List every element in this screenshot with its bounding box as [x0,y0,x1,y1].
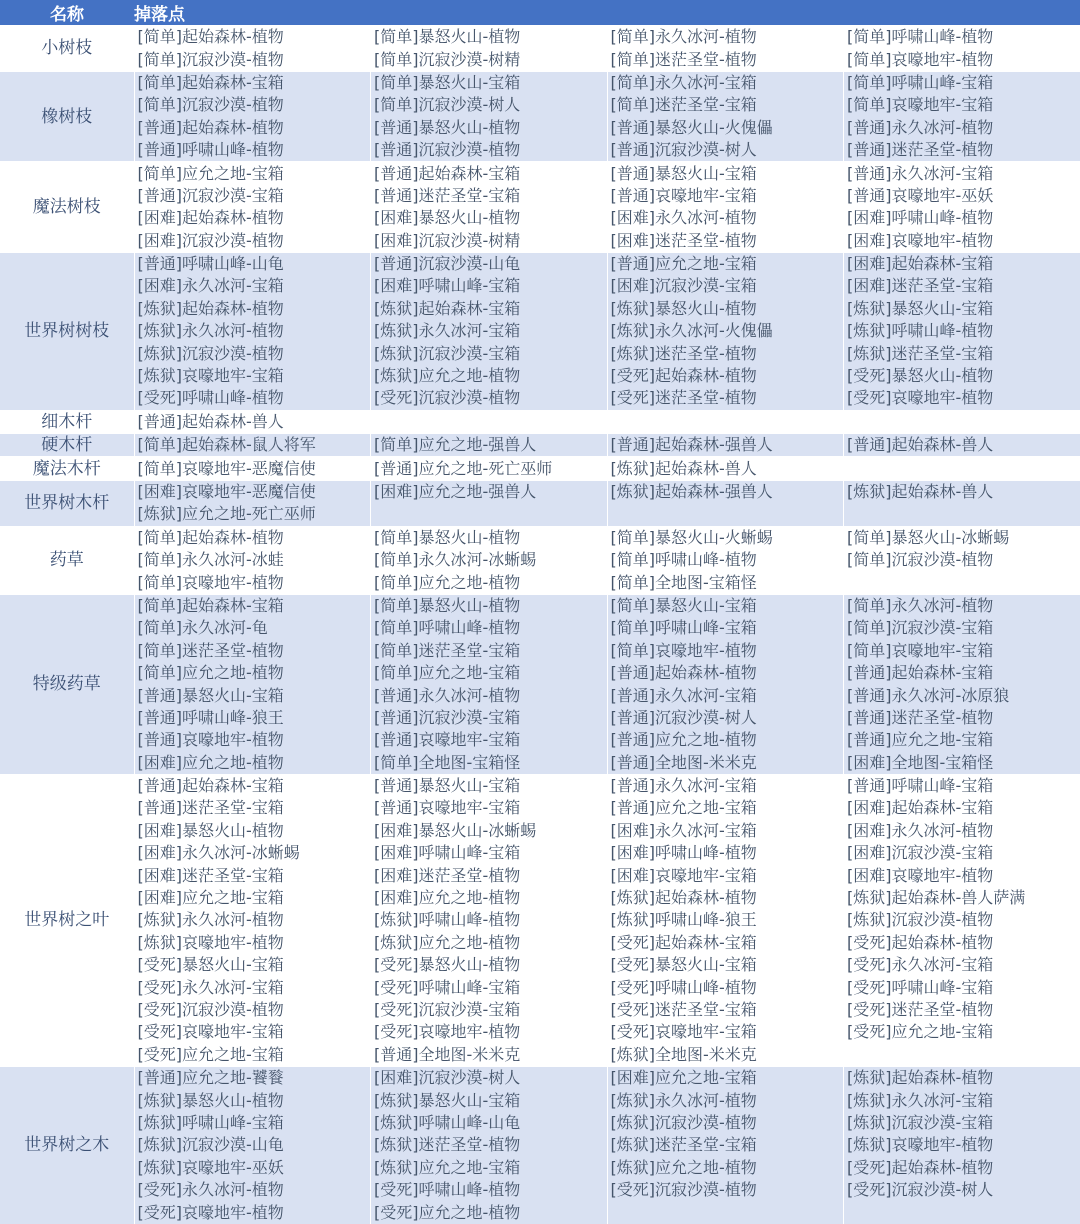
drop-cell: [困难]暴怒火山-植物 [134,820,371,842]
table-row [0,909,1080,931]
drop-cell: [简单]暴怒火山-植物 [371,526,608,549]
drop-cell: [炼狱]永久冰河-宝箱 [371,320,608,342]
table-row [0,207,1080,229]
drop-cell [844,1201,1080,1223]
item-name-cell: 世界树树枝 [0,252,134,410]
table-row [0,1066,1080,1089]
drop-cell: [普通]沉寂沙漠-树人 [607,139,844,162]
table-row [0,139,1080,162]
drop-cell: [受死]永久冰河-植物 [134,1179,371,1201]
drop-cell: [简单]哀嚎地牢-植物 [134,571,371,594]
drop-cell: [简单]呼啸山峰-宝箱 [844,71,1080,94]
drop-cell: [困难]呼啸山峰-宝箱 [371,275,608,297]
table-row [0,887,1080,909]
drop-cell: [普通]哀嚎地牢-宝箱 [371,729,608,751]
drop-cell [844,503,1080,526]
drop-cell: [受死]起始森林-植物 [844,932,1080,954]
table-row [0,1157,1080,1179]
drop-cell: [受死]沉寂沙漠-植物 [607,1179,844,1201]
drop-cell: [简单]暴怒火山-植物 [371,26,608,49]
item-name-cell: 魔法木杆 [0,457,134,480]
drop-cell: [普通]应允之地-植物 [607,729,844,751]
drop-cell: [受死]暴怒火山-宝箱 [607,954,844,976]
drop-cell: [受死]沉寂沙漠-宝箱 [371,999,608,1021]
drop-cell: [困难]应允之地-植物 [371,887,608,909]
drop-cell: [炼狱]永久冰河-火傀儡 [607,320,844,342]
drop-cell: [简单]应允之地-强兽人 [371,434,608,457]
drop-cell: [简单]暴怒火山-冰蜥蜴 [844,526,1080,549]
drop-cell: [简单]永久冰河-龟 [134,617,371,639]
table-row [0,594,1080,617]
table-row [0,342,1080,364]
drop-cell: [炼狱]沉寂沙漠-山龟 [134,1134,371,1156]
drop-cell: [困难]永久冰河-植物 [607,207,844,229]
header-row [0,0,1080,26]
drop-cell: [炼狱]哀嚎地牢-宝箱 [134,365,371,387]
drop-cell: [普通]呼啸山峰-宝箱 [844,774,1080,797]
drop-cell: [简单]永久冰河-冰蛙 [134,549,371,571]
drop-cell: [简单]全地图-宝箱怪 [371,752,608,775]
drop-cell: [简单]迷茫圣堂-植物 [134,640,371,662]
drop-cell: [炼狱]应允之地-死亡巫师 [134,503,371,526]
drop-cell: [炼狱]沉寂沙漠-植物 [607,1112,844,1134]
drop-cell: [简单]沉寂沙漠-树精 [371,48,608,71]
drop-cell: [受死]永久冰河-宝箱 [844,954,1080,976]
item-name-cell: 小树枝 [0,26,134,72]
table-row [0,752,1080,775]
drop-cell: [受死]呼啸山峰-宝箱 [844,976,1080,998]
table-row [0,434,1080,457]
table-row [0,252,1080,275]
drop-cell [844,457,1080,480]
table-row [0,864,1080,886]
drop-cell [607,503,844,526]
item-name-cell: 世界树之叶 [0,774,134,1066]
drop-cell: [困难]永久冰河-冰蜥蜴 [134,842,371,864]
drop-cell: [困难]应允之地-强兽人 [371,480,608,503]
drop-cell: [普通]暴怒火山-宝箱 [371,774,608,797]
drop-cell: [普通]全地图-米米克 [607,752,844,775]
item-name-cell: 魔法树枝 [0,162,134,253]
drop-cell: [炼狱]迷茫圣堂-植物 [371,1134,608,1156]
table-row [0,457,1080,480]
drop-cell: [受死]沉寂沙漠-植物 [134,999,371,1021]
table-row [0,387,1080,410]
drop-cell: [简单]沉寂沙漠-宝箱 [844,617,1080,639]
table-row [0,617,1080,639]
drop-cell: [困难]永久冰河-宝箱 [607,820,844,842]
drop-cell: [困难]沉寂沙漠-植物 [134,230,371,253]
table-row [0,820,1080,842]
drop-cell: [炼狱]哀嚎地牢-植物 [134,932,371,954]
drop-cell: [炼狱]哀嚎地牢-巫妖 [134,1157,371,1179]
table-row [0,976,1080,998]
drop-cell: [简单]暴怒火山-火蜥蜴 [607,526,844,549]
drop-cell: [简单]迷茫圣堂-宝箱 [607,94,844,116]
drop-cell: [简单]应允之地-宝箱 [134,162,371,185]
drop-cell: [简单]永久冰河-宝箱 [607,71,844,94]
item-name-cell: 世界树木杆 [0,480,134,526]
drop-cell: [炼狱]呼啸山峰-山龟 [371,1112,608,1134]
table-row [0,1112,1080,1134]
drop-cell: [困难]全地图-宝箱怪 [844,752,1080,775]
drop-cell: [简单]起始森林-宝箱 [134,71,371,94]
item-name-cell: 硬木杆 [0,434,134,457]
drop-cell [844,1044,1080,1067]
drop-cell: [炼狱]沉寂沙漠-植物 [844,909,1080,931]
drop-cell [844,571,1080,594]
drop-cell: [简单]哀嚎地牢-宝箱 [844,94,1080,116]
drop-cell: [困难]迷茫圣堂-植物 [371,864,608,886]
drop-cell: [困难]呼啸山峰-植物 [844,207,1080,229]
drop-cell: [简单]应允之地-宝箱 [371,662,608,684]
drop-cell: [简单]起始森林-鼠人将军 [134,434,371,457]
table-row [0,1179,1080,1201]
drop-cell: [受死]呼啸山峰-植物 [607,976,844,998]
drop-cell: [普通]哀嚎地牢-宝箱 [371,797,608,819]
table-row [0,571,1080,594]
drop-cell: [普通]起始森林-宝箱 [134,774,371,797]
drop-cell: [炼狱]呼啸山峰-植物 [371,909,608,931]
table-row [0,954,1080,976]
table-row [0,480,1080,503]
drop-cell: [普通]暴怒火山-宝箱 [607,162,844,185]
drop-cell: [困难]迷茫圣堂-宝箱 [134,864,371,886]
drop-cell: [炼狱]永久冰河-宝箱 [844,1089,1080,1111]
drop-cell: [困难]哀嚎地牢-宝箱 [607,864,844,886]
drop-cell: [简单]起始森林-植物 [134,526,371,549]
drop-cell: [普通]应允之地-死亡巫师 [371,457,608,480]
drop-cell: [困难]呼啸山峰-植物 [607,842,844,864]
drop-cell: [受死]暴怒火山-宝箱 [134,954,371,976]
drop-cell: [炼狱]起始森林-植物 [844,1066,1080,1089]
drop-cell: [普通]沉寂沙漠-宝箱 [134,185,371,207]
table-row [0,275,1080,297]
drop-cell: [简单]沉寂沙漠-植物 [134,48,371,71]
drop-cell: [炼狱]应允之地-宝箱 [371,1157,608,1179]
table-row [0,1089,1080,1111]
drop-cell: [炼狱]永久冰河-植物 [607,1089,844,1111]
drop-cell: [受死]迷茫圣堂-宝箱 [607,999,844,1021]
drop-cell: [简单]暴怒火山-宝箱 [607,594,844,617]
table-row [0,549,1080,571]
table-body [0,26,1080,1224]
table-row [0,503,1080,526]
table-row [0,1021,1080,1043]
drop-cell: [困难]永久冰河-宝箱 [134,275,371,297]
drop-cell: [普通]永久冰河-宝箱 [844,162,1080,185]
table-row [0,526,1080,549]
drop-cell: [普通]全地图-米米克 [371,1044,608,1067]
drop-cell: [受死]永久冰河-宝箱 [134,976,371,998]
drop-cell: [简单]应允之地-植物 [134,662,371,684]
drop-cell: [困难]起始森林-宝箱 [844,252,1080,275]
drop-cell: [受死]迷茫圣堂-植物 [607,387,844,410]
drop-cell: [普通]哀嚎地牢-巫妖 [844,185,1080,207]
drop-cell: [困难]哀嚎地牢-恶魔信使 [134,480,371,503]
drop-cell: [普通]应允之地-宝箱 [607,252,844,275]
drop-cell: [困难]应允之地-宝箱 [607,1066,844,1089]
drop-cell: [受死]暴怒火山-植物 [371,954,608,976]
table-row [0,729,1080,751]
drop-cell: [普通]沉寂沙漠-宝箱 [371,707,608,729]
item-name-cell: 世界树之木 [0,1066,134,1223]
table-row [0,1134,1080,1156]
drop-cell: [困难]应允之地-宝箱 [134,887,371,909]
drop-cell: [受死]起始森林-宝箱 [607,932,844,954]
drop-cell: [炼狱]全地图-米米克 [607,1044,844,1067]
table-row [0,26,1080,49]
drop-cell: [困难]暴怒火山-植物 [371,207,608,229]
drop-cell: [炼狱]永久冰河-植物 [134,909,371,931]
drop-cell: [炼狱]起始森林-植物 [134,298,371,320]
drop-cell: [普通]迷茫圣堂-宝箱 [134,797,371,819]
drop-cell: [简单]哀嚎地牢-宝箱 [844,640,1080,662]
drop-cell: [炼狱]呼啸山峰-宝箱 [134,1112,371,1134]
drop-cell: [受死]呼啸山峰-宝箱 [371,976,608,998]
drop-cell: [简单]哀嚎地牢-植物 [844,48,1080,71]
table-row [0,797,1080,819]
drop-cell: [受死]呼啸山峰-植物 [371,1179,608,1201]
drop-cell: [普通]暴怒火山-火傀儡 [607,117,844,139]
drop-cell: [困难]哀嚎地牢-植物 [844,230,1080,253]
drop-cell: [受死]沉寂沙漠-植物 [371,387,608,410]
table-row [0,365,1080,387]
drop-cell: [炼狱]迷茫圣堂-植物 [607,342,844,364]
drop-cell: [简单]迷茫圣堂-宝箱 [371,640,608,662]
drop-cell: [简单]永久冰河-冰蜥蜴 [371,549,608,571]
drop-cell: [简单]沉寂沙漠-植物 [844,549,1080,571]
drop-cell: [普通]起始森林-植物 [607,662,844,684]
drop-cell: [简单]起始森林-植物 [134,26,371,49]
drop-cell: [炼狱]迷茫圣堂-宝箱 [607,1134,844,1156]
drop-cell: [困难]沉寂沙漠-树精 [371,230,608,253]
drop-cell: [受死]哀嚎地牢-植物 [371,1021,608,1043]
drop-cell: [普通]暴怒火山-植物 [371,117,608,139]
table-row [0,932,1080,954]
drop-cell: [普通]应允之地-宝箱 [607,797,844,819]
drop-cell: [普通]永久冰河-植物 [844,117,1080,139]
table-row [0,185,1080,207]
drop-cell: [简单]永久冰河-植物 [844,594,1080,617]
drop-cell: [受死]应允之地-宝箱 [134,1044,371,1067]
drop-cell: [简单]沉寂沙漠-树人 [371,94,608,116]
drop-cell: [炼狱]永久冰河-植物 [134,320,371,342]
table-row [0,94,1080,116]
table-row [0,230,1080,253]
table-row [0,298,1080,320]
item-name-cell: 特级药草 [0,594,134,774]
table-row [0,774,1080,797]
drop-cell: [普通]起始森林-兽人 [134,410,371,433]
drop-cell: [普通]永久冰河-宝箱 [607,684,844,706]
drop-cell: [普通]迷茫圣堂-宝箱 [371,185,608,207]
drop-cell: [炼狱]起始森林-宝箱 [371,298,608,320]
drop-cell: [困难]应允之地-植物 [134,752,371,775]
drop-cell: [普通]永久冰河-冰原狼 [844,684,1080,706]
drop-cell: [炼狱]应允之地-植物 [371,365,608,387]
drop-cell: [普通]暴怒火山-宝箱 [134,684,371,706]
table-row [0,662,1080,684]
drop-cell: [普通]迷茫圣堂-植物 [844,707,1080,729]
drop-cell: [炼狱]起始森林-植物 [607,887,844,909]
drop-cell: [炼狱]沉寂沙漠-植物 [134,342,371,364]
drop-cell: [普通]呼啸山峰-植物 [134,139,371,162]
drop-cell: [炼狱]哀嚎地牢-植物 [844,1134,1080,1156]
item-name-cell: 药草 [0,526,134,594]
drop-cell: [普通]起始森林-宝箱 [844,662,1080,684]
drop-cell: [普通]迷茫圣堂-植物 [844,139,1080,162]
drop-cell: [普通]沉寂沙漠-植物 [371,139,608,162]
header-name: 名称 [0,0,134,26]
drop-cell: [炼狱]沉寂沙漠-宝箱 [371,342,608,364]
drop-cell: [炼狱]迷茫圣堂-宝箱 [844,342,1080,364]
drop-cell [607,410,844,433]
item-name-cell: 橡树枝 [0,71,134,162]
drop-cell: [受死]哀嚎地牢-宝箱 [607,1021,844,1043]
drop-cell: [简单]暴怒火山-植物 [371,594,608,617]
drop-cell: [炼狱]起始森林-兽人 [844,480,1080,503]
drop-cell: [普通]沉寂沙漠-树人 [607,707,844,729]
drop-cell: [炼狱]应允之地-植物 [371,932,608,954]
drop-cell: [简单]全地图-宝箱怪 [607,571,844,594]
drop-cell: [炼狱]应允之地-植物 [607,1157,844,1179]
drop-cell: [简单]呼啸山峰-植物 [371,617,608,639]
drop-cell: [困难]起始森林-宝箱 [844,797,1080,819]
drop-cell: [困难]沉寂沙漠-宝箱 [844,842,1080,864]
drop-cell: [炼狱]起始森林-兽人 [607,457,844,480]
drop-cell [607,1201,844,1223]
table-row [0,320,1080,342]
drop-cell: [受死]哀嚎地牢-植物 [844,387,1080,410]
drop-cell [371,410,608,433]
header-drops: 掉落点 [134,0,1080,26]
drop-cell: [炼狱]暴怒火山-植物 [607,298,844,320]
drop-cell: [简单]永久冰河-植物 [607,26,844,49]
drop-cell: [受死]应允之地-植物 [371,1201,608,1223]
drop-cell: [普通]永久冰河-植物 [371,684,608,706]
drop-cell [844,410,1080,433]
drop-cell: [困难]迷茫圣堂-宝箱 [844,275,1080,297]
drop-cell: [困难]呼啸山峰-宝箱 [371,842,608,864]
table-row [0,117,1080,139]
drop-cell: [普通]哀嚎地牢-植物 [134,729,371,751]
drop-cell: [受死]应允之地-宝箱 [844,1021,1080,1043]
drop-cell: [困难]迷茫圣堂-植物 [607,230,844,253]
drop-cell: [困难]永久冰河-植物 [844,820,1080,842]
table-row [0,71,1080,94]
drop-cell: [受死]暴怒火山-植物 [844,365,1080,387]
drop-cell: [炼狱]暴怒火山-宝箱 [844,298,1080,320]
drop-cell: [普通]起始森林-兽人 [844,434,1080,457]
drop-cell: [困难]哀嚎地牢-植物 [844,864,1080,886]
drop-cell: [普通]应允之地-饕餮 [134,1066,371,1089]
drop-cell: [简单]暴怒火山-宝箱 [371,71,608,94]
drop-cell: [普通]起始森林-植物 [134,117,371,139]
table-row [0,684,1080,706]
drop-cell: [普通]沉寂沙漠-山龟 [371,252,608,275]
drop-cell: [普通]永久冰河-宝箱 [607,774,844,797]
drop-cell: [简单]呼啸山峰-植物 [844,26,1080,49]
drop-cell: [炼狱]呼啸山峰-植物 [844,320,1080,342]
drop-cell: [炼狱]暴怒火山-宝箱 [371,1089,608,1111]
drop-cell: [简单]呼啸山峰-宝箱 [607,617,844,639]
table-row [0,707,1080,729]
drop-cell [371,503,608,526]
table-row [0,48,1080,71]
drop-cell: [普通]呼啸山峰-山龟 [134,252,371,275]
drop-cell: [受死]起始森林-植物 [844,1157,1080,1179]
drop-cell: [炼狱]起始森林-强兽人 [607,480,844,503]
table-row [0,640,1080,662]
table-row [0,162,1080,185]
drop-cell: [炼狱]起始森林-兽人萨满 [844,887,1080,909]
table-row [0,1044,1080,1067]
drop-cell: [简单]迷茫圣堂-植物 [607,48,844,71]
drop-cell: [普通]应允之地-宝箱 [844,729,1080,751]
drop-cell: [简单]呼啸山峰-植物 [607,549,844,571]
drop-cell: [普通]呼啸山峰-狼王 [134,707,371,729]
item-name-cell: 细木杆 [0,410,134,433]
drop-cell: [困难]起始森林-植物 [134,207,371,229]
drop-cell: [简单]沉寂沙漠-植物 [134,94,371,116]
drop-cell: [困难]暴怒火山-冰蜥蜴 [371,820,608,842]
table-row [0,410,1080,433]
drop-cell: [普通]起始森林-强兽人 [607,434,844,457]
table-row [0,999,1080,1021]
drop-cell: [受死]起始森林-植物 [607,365,844,387]
table-row [0,1201,1080,1223]
drop-cell: [受死]呼啸山峰-植物 [134,387,371,410]
drop-cell: [炼狱]呼啸山峰-狼王 [607,909,844,931]
drop-cell: [简单]应允之地-植物 [371,571,608,594]
drop-cell: [普通]哀嚎地牢-宝箱 [607,185,844,207]
drop-cell: [简单]起始森林-宝箱 [134,594,371,617]
drop-cell: [受死]哀嚎地牢-宝箱 [134,1021,371,1043]
drop-cell: [受死]迷茫圣堂-植物 [844,999,1080,1021]
drop-cell: [普通]起始森林-宝箱 [371,162,608,185]
drop-cell: [困难]沉寂沙漠-宝箱 [607,275,844,297]
drop-cell: [受死]哀嚎地牢-植物 [134,1201,371,1223]
drop-cell: [简单]哀嚎地牢-植物 [607,640,844,662]
table-row [0,842,1080,864]
drop-cell: [困难]沉寂沙漠-树人 [371,1066,608,1089]
drop-cell: [简单]哀嚎地牢-恶魔信使 [134,457,371,480]
drop-cell: [炼狱]暴怒火山-植物 [134,1089,371,1111]
drop-cell: [受死]沉寂沙漠-树人 [844,1179,1080,1201]
drop-cell: [炼狱]沉寂沙漠-宝箱 [844,1112,1080,1134]
